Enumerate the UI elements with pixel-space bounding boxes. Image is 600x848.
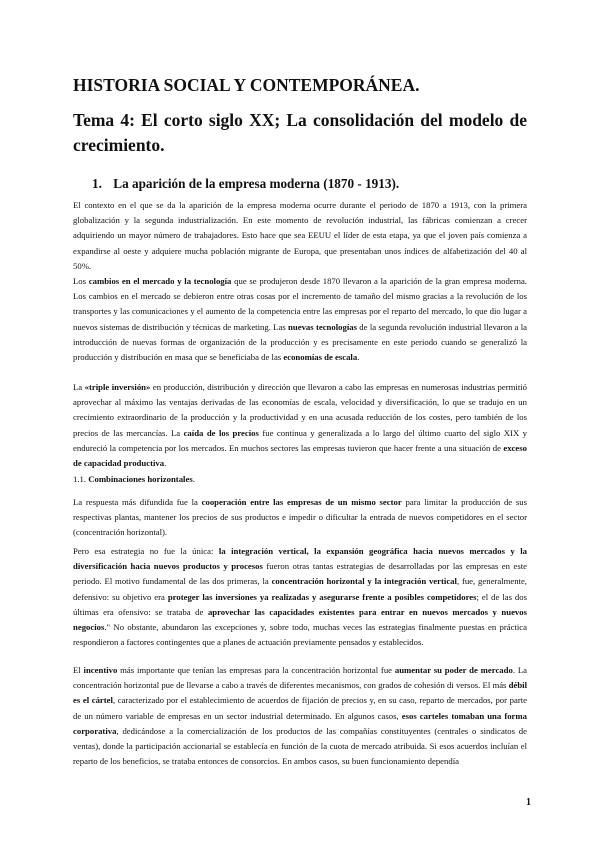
text-run: Pero esa estrategia no fue la única: xyxy=(73,546,219,556)
bold-text-run: proteger las inversiones ya realizadas y asegurarse frente a posibles competidores xyxy=(167,591,477,602)
paragraph xyxy=(73,495,527,541)
page-number: 1 xyxy=(526,797,531,808)
section-heading xyxy=(92,175,512,192)
text-run: que se produjeron desde 1870 llevaron a la aparición de la gran empresa moderna. Los cambios en el mercado se debieron entre otras cosas por el incremento de tamaño del mismo gracias a la revolución de los transportes y las comunicaciones y el aumento de la competencia entre las empresas por el reparto del mercado, lo que dio lugar a nuevos sistemas de distribución y técnicas de marketing. Las xyxy=(73,276,527,332)
bold-text-run: débil es el cártel xyxy=(73,680,527,706)
paragraph xyxy=(73,274,527,365)
text-run: de la segunda revolución industrial llevaron a la introducción de nuevas formas de organización de la producción y es precisamente en este periodo cuando se generalizó la producción y distribución en masa que se beneficiaba de las xyxy=(73,321,527,363)
section-title: La aparición de la empresa moderna (1870 - 1913). xyxy=(113,176,400,191)
text-run: . xyxy=(357,352,360,363)
subsection-suffix: . xyxy=(192,474,195,484)
section-number: 1. xyxy=(92,176,102,191)
text-run: Los xyxy=(73,276,89,286)
bold-text-run: «triple inversión» xyxy=(84,382,151,392)
subsection-heading xyxy=(73,472,527,487)
subsection-number: 1.1. xyxy=(73,474,87,484)
bold-text-run: cooperación entre las empresas de un mismo sector xyxy=(201,497,402,507)
paragraph xyxy=(73,380,527,471)
text-run: , dedicándose a la comercialización de los productos de las compañías constituyentes (centrales o sindicatos de ventas), donde la participación accionarial se establecía en función de la cuota de mercado atribuida. Si esos acuerdos incluían el reparto de los beneficios, se trataba entonces de consorcios. En ambos casos, su buen funcionamiento dependía xyxy=(73,725,527,767)
subsection-title: Combinaciones horizontales xyxy=(88,474,193,484)
bold-text-run: la integración vertical, la expansión geográfica hacia nuevos mercados y la diversificación hacia nuevos productos y procesos xyxy=(73,546,527,572)
text-run: , fue, generalmente, defensivo: su objetivo era xyxy=(73,576,527,602)
bold-text-run: aumentar su poder de mercado xyxy=(394,665,513,675)
bold-text-run: exceso de capacidad productiva xyxy=(73,442,527,469)
text-run: ." No obstante, abundaron las excepciones y, sobre todo, muchas veces las estrategias finalmente puestas en práctica respondieron a factores contingentes que a planes de actuación previamente pensados y establecidos. xyxy=(73,622,527,648)
text-run: , caracterizado por el establecimiento de acuerdos de fijación de precios y, en su caso, reparto de mercados, por parte de un número variable de empresas en un sector industrial determinado. En algunos casos, xyxy=(73,695,527,721)
bold-text-run: nuevas tecnologías xyxy=(288,321,357,332)
text-run: en producción, distribución y dirección que llevaron a cabo las empresas en numerosas industrias permitió aprovechar al máximo las ventajas derivadas de las economías de escala, velocidad y diversificación, lo que se tradujo en un crecimiento extraordinario de la producción y la productividad y en una acusada reducción de los costes, pero también de los precios de las mercancías. La xyxy=(73,382,527,438)
bold-text-run: concentración horizontal y la integración vertical xyxy=(271,576,457,587)
text-run: La respuesta más difundida fue la xyxy=(73,497,202,507)
text-run: ; el de las dos últimas era ofensivo: se trataba de xyxy=(73,591,527,617)
bold-text-run: aprovechar las capacidades existentes para entrar en nuevos mercados y nuevos negocios xyxy=(73,606,527,633)
text-run: más importante que tenían las empresas para la concentración horizontal fue xyxy=(117,665,395,675)
text-run: para limitar la producción de sus respectivas plantas, mantener los precios de sus productos e impedir o dificultar la entrada de nuevos competidores en el sector (concentración horizontal). xyxy=(73,497,528,538)
bold-text-run: economías de escala xyxy=(283,352,358,363)
tema-heading: Tema 4: El corto siglo XX; La consolidación del modelo de crecimiento. xyxy=(73,110,527,155)
paragraph xyxy=(73,544,527,650)
bold-text-run: caída de los precios xyxy=(183,427,259,438)
text-run: fue continua y generalizada a lo largo del último cuarto del siglo XIX y endureció la competencia por los mercados. En muchos sectores las empresas tuvieron que hacer frente a una situación de xyxy=(73,427,528,453)
text-run: . xyxy=(164,458,167,469)
paragraph xyxy=(73,198,527,274)
text-run: . La concentración horizontal pue de llevarse a cabo a través de diferentes mecanismos, con grados de cohesión di versos. El más xyxy=(73,665,527,691)
text-run: La xyxy=(73,382,85,392)
text-run: fueron otras tantas estrategias de desarrolladas por las empresas en este periodo. El motivo fundamental de las dos primeras, la xyxy=(73,561,527,587)
paragraph xyxy=(73,663,527,769)
bold-text-run: cambios en el mercado y la tecnología xyxy=(88,276,232,286)
text-run: El contexto en el que se da la aparición de la empresa moderna ocurre durante el periodo de 1870 a 1913, con la primera globalización y la segunda industrialización. En este momento de revolución industrial, las fábricas comienzan a crecer adquiriendo un mayor número de trabajadores. Esto hace que sea EEUU el líder de esta etapa, ya que el joven país comienza a expandirse al oeste y adquiere mucha población migrante de Europa, que presentaban unos índices de alfabetización del 40 al 50%. xyxy=(73,200,527,271)
document-title: HISTORIA SOCIAL Y CONTEMPORÁNEA. xyxy=(73,75,420,95)
bold-text-run: esos carteles tomaban una forma corporativa xyxy=(73,710,527,736)
bold-text-run: incentivo xyxy=(83,665,118,675)
text-run: El xyxy=(73,665,84,675)
